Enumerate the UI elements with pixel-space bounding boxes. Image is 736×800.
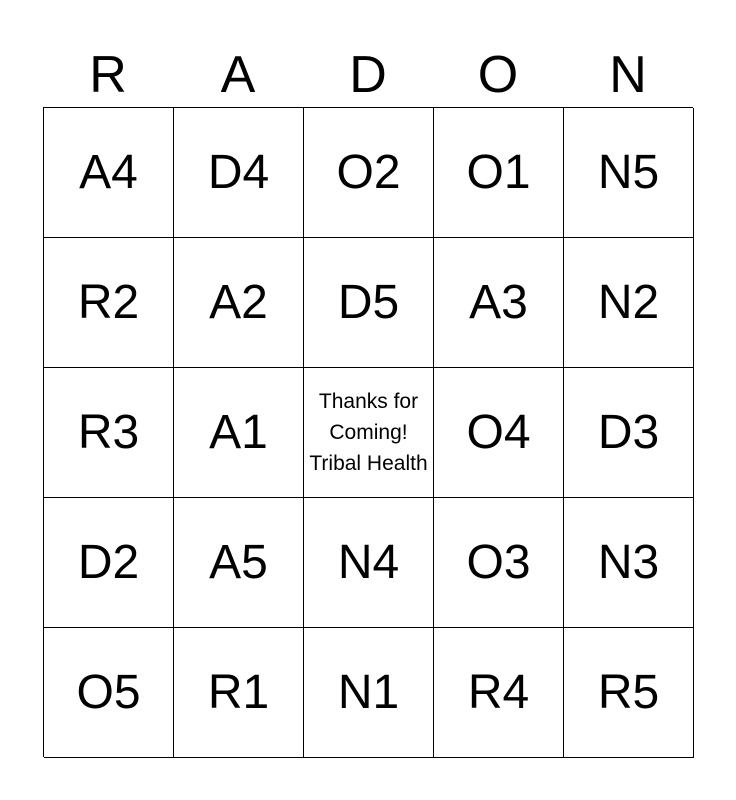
header-letter-n: N [609, 46, 647, 104]
bingo-cell[interactable]: R1 [174, 628, 304, 758]
header-letter-d: D [349, 46, 387, 104]
bingo-cell[interactable]: D3 [564, 368, 694, 498]
bingo-header [43, 42, 693, 108]
header-letter-o: O [477, 46, 519, 104]
bingo-cell[interactable]: N2 [564, 238, 694, 368]
bingo-cell[interactable]: O1 [434, 108, 564, 238]
bingo-cell[interactable]: A1 [174, 368, 304, 498]
bingo-cell[interactable]: R4 [434, 628, 564, 758]
bingo-cell[interactable]: R5 [564, 628, 694, 758]
bingo-cell[interactable]: O2 [304, 108, 434, 238]
bingo-cell[interactable]: O3 [434, 498, 564, 628]
header-letter-r: R [89, 46, 127, 104]
bingo-cell[interactable]: N1 [304, 628, 434, 758]
bingo-board [43, 107, 693, 757]
bingo-cell[interactable]: N5 [564, 108, 694, 238]
bingo-cell[interactable]: O4 [434, 368, 564, 498]
bingo-cell[interactable]: R3 [44, 368, 174, 498]
bingo-cell[interactable]: N3 [564, 498, 694, 628]
bingo-cell[interactable]: A3 [434, 238, 564, 368]
bingo-cell[interactable]: O5 [44, 628, 174, 758]
bingo-cell[interactable]: D5 [304, 238, 434, 368]
free-space-cell[interactable]: Thanks for Coming! Tribal Health [304, 368, 434, 498]
bingo-cell[interactable]: A4 [44, 108, 174, 238]
bingo-cell[interactable]: A5 [174, 498, 304, 628]
bingo-cell[interactable]: A2 [174, 238, 304, 368]
bingo-cell[interactable]: N4 [304, 498, 434, 628]
bingo-cell[interactable]: D4 [174, 108, 304, 238]
bingo-cell[interactable]: D2 [44, 498, 174, 628]
bingo-cell[interactable]: R2 [44, 238, 174, 368]
header-letter-a: A [220, 46, 256, 104]
